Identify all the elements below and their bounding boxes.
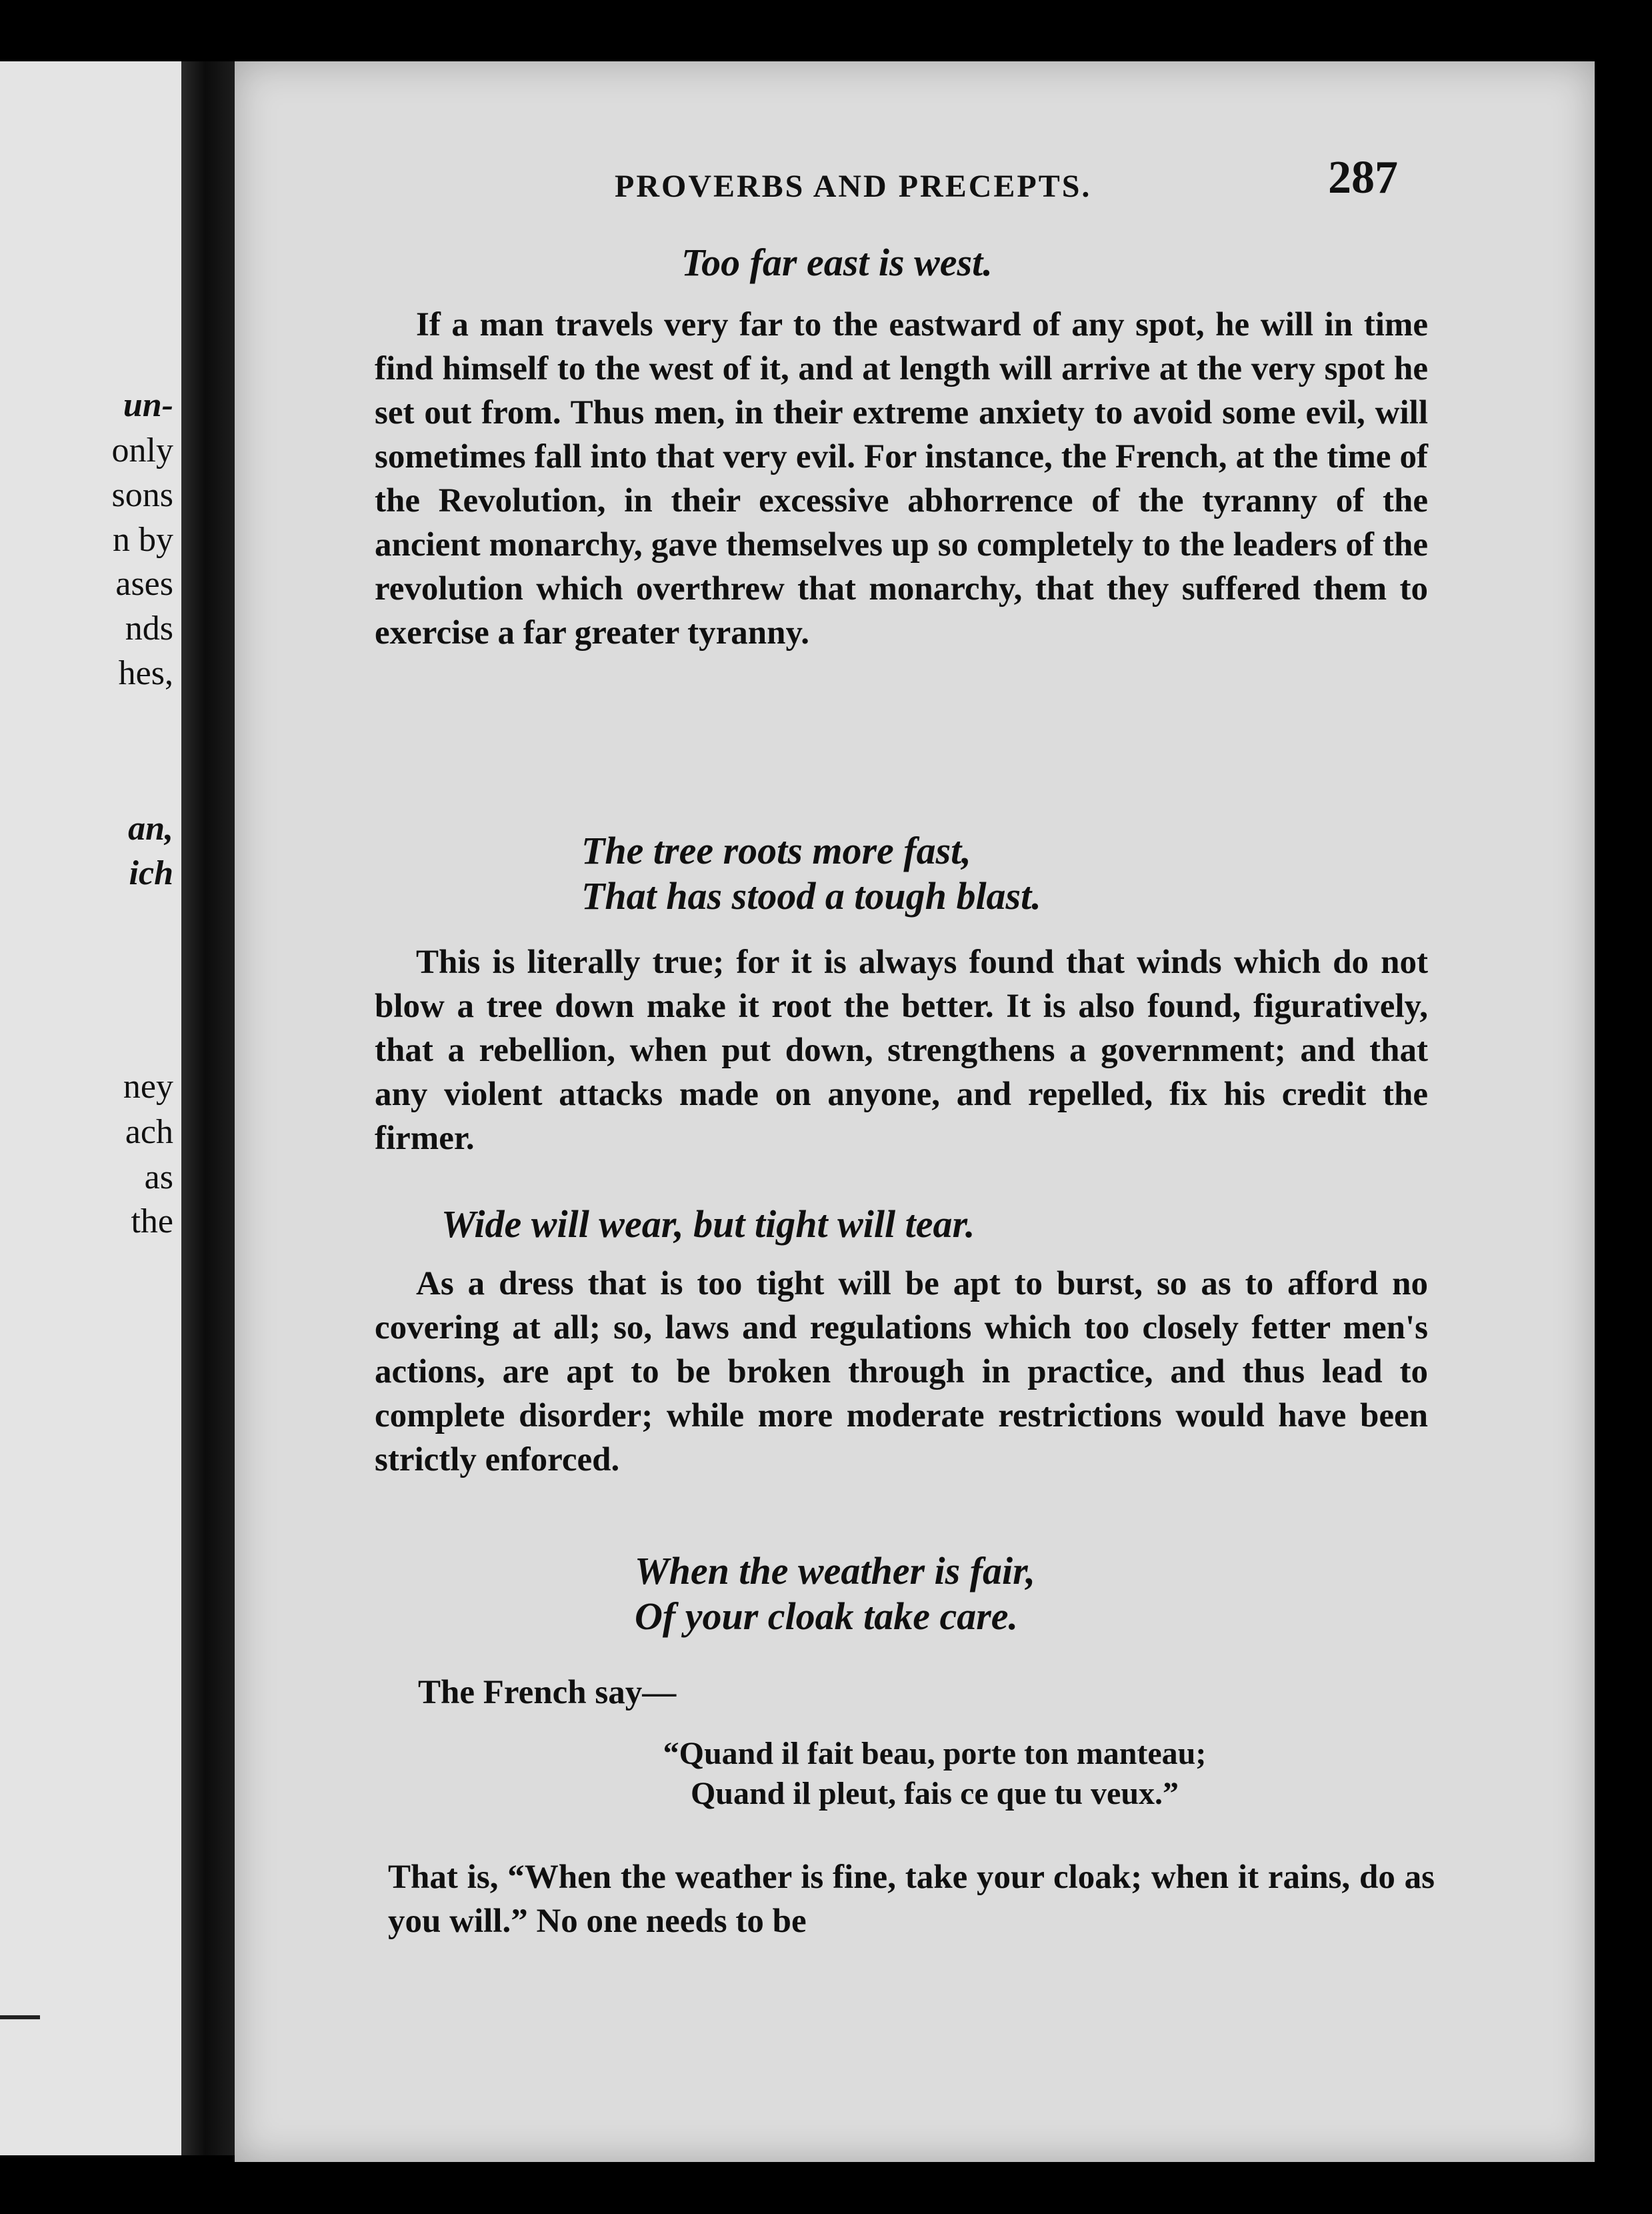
- book-gutter: [181, 61, 235, 2155]
- paragraph: That is, “When the weather is fine, take your cloak; when it rains, do as you will.” No one needs to be: [388, 1859, 1435, 1940]
- proverb-line: Of your cloak take care.: [635, 1594, 1019, 1638]
- proverb-heading: [635, 1548, 1035, 1639]
- left-fragment: ases: [115, 565, 173, 603]
- left-fragment: ney: [123, 1068, 173, 1106]
- left-fragment: an,: [128, 810, 173, 848]
- proverb-line: Wide will wear, but tight will tear.: [441, 1202, 975, 1246]
- left-fragment: only: [111, 431, 173, 469]
- previous-page-edge: [0, 61, 181, 2155]
- left-page-rule: [0, 2015, 40, 2019]
- proverb-line: That has stood a tough blast.: [581, 874, 1041, 918]
- page-number: 287: [1328, 152, 1398, 203]
- left-fragment: ich: [129, 854, 173, 892]
- proverb-heading: [581, 828, 1041, 919]
- quote-line: “Quand il fait beau, porte ton manteau;: [663, 1736, 1207, 1771]
- running-head: PROVERBS AND PRECEPTS.: [615, 169, 1092, 204]
- proverb-line: Too far east is west.: [681, 241, 993, 284]
- paragraph: As a dress that is too tight will be apt to burst, so as to afford no covering at all; so, laws and regulations which too closely fetter men's actions, are apt to be broken through in practice, and thus lead to complete disorder; while more moderate restrictions would have been strictly enforced.: [375, 1265, 1428, 1478]
- proverb-line: When the weather is fair,: [635, 1549, 1036, 1592]
- left-fragment: the: [131, 1202, 173, 1240]
- left-fragment: un-: [123, 386, 173, 424]
- quote-line: Quand il pleut, fais ce que tu veux.”: [690, 1776, 1179, 1811]
- proverb-heading: [441, 1202, 975, 1247]
- quote-intro: The French say—: [418, 1674, 677, 1711]
- left-fragment: sons: [111, 476, 173, 514]
- left-fragment: n by: [113, 521, 173, 559]
- french-quote: [435, 1734, 1435, 1814]
- left-fragment: hes,: [118, 654, 173, 692]
- proverb-line: The tree roots more fast,: [581, 829, 971, 872]
- paragraph: If a man travels very far to the eastward of any spot, he will in time find himself to the west of it, and at length will arrive at the very spot he set out from. Thus men, in their extreme anxiety to avoid some evil, will sometimes fall into that very evil. For instance, the French, at the time of the Revolution, in their excessive abhorrence of the tyranny of the ancient monarchy, gave themselves up so completely to the leaders of the revolution which overthrew that monarchy, that they suffered them to exercise a far greater tyranny.: [375, 306, 1428, 652]
- paragraph: This is literally true; for it is always found that winds which do not blow a tree down make it root the better. It is also found, figuratively, that a rebellion, when put down, strengthens a government; and that any violent attacks made on anyone, and repelled, fix his credit the firmer.: [375, 944, 1428, 1157]
- proverb-heading: [681, 240, 993, 285]
- left-fragment: as: [144, 1158, 173, 1196]
- left-fragment: ach: [125, 1113, 173, 1151]
- book-page: [235, 61, 1595, 2162]
- left-fragment: nds: [125, 610, 173, 648]
